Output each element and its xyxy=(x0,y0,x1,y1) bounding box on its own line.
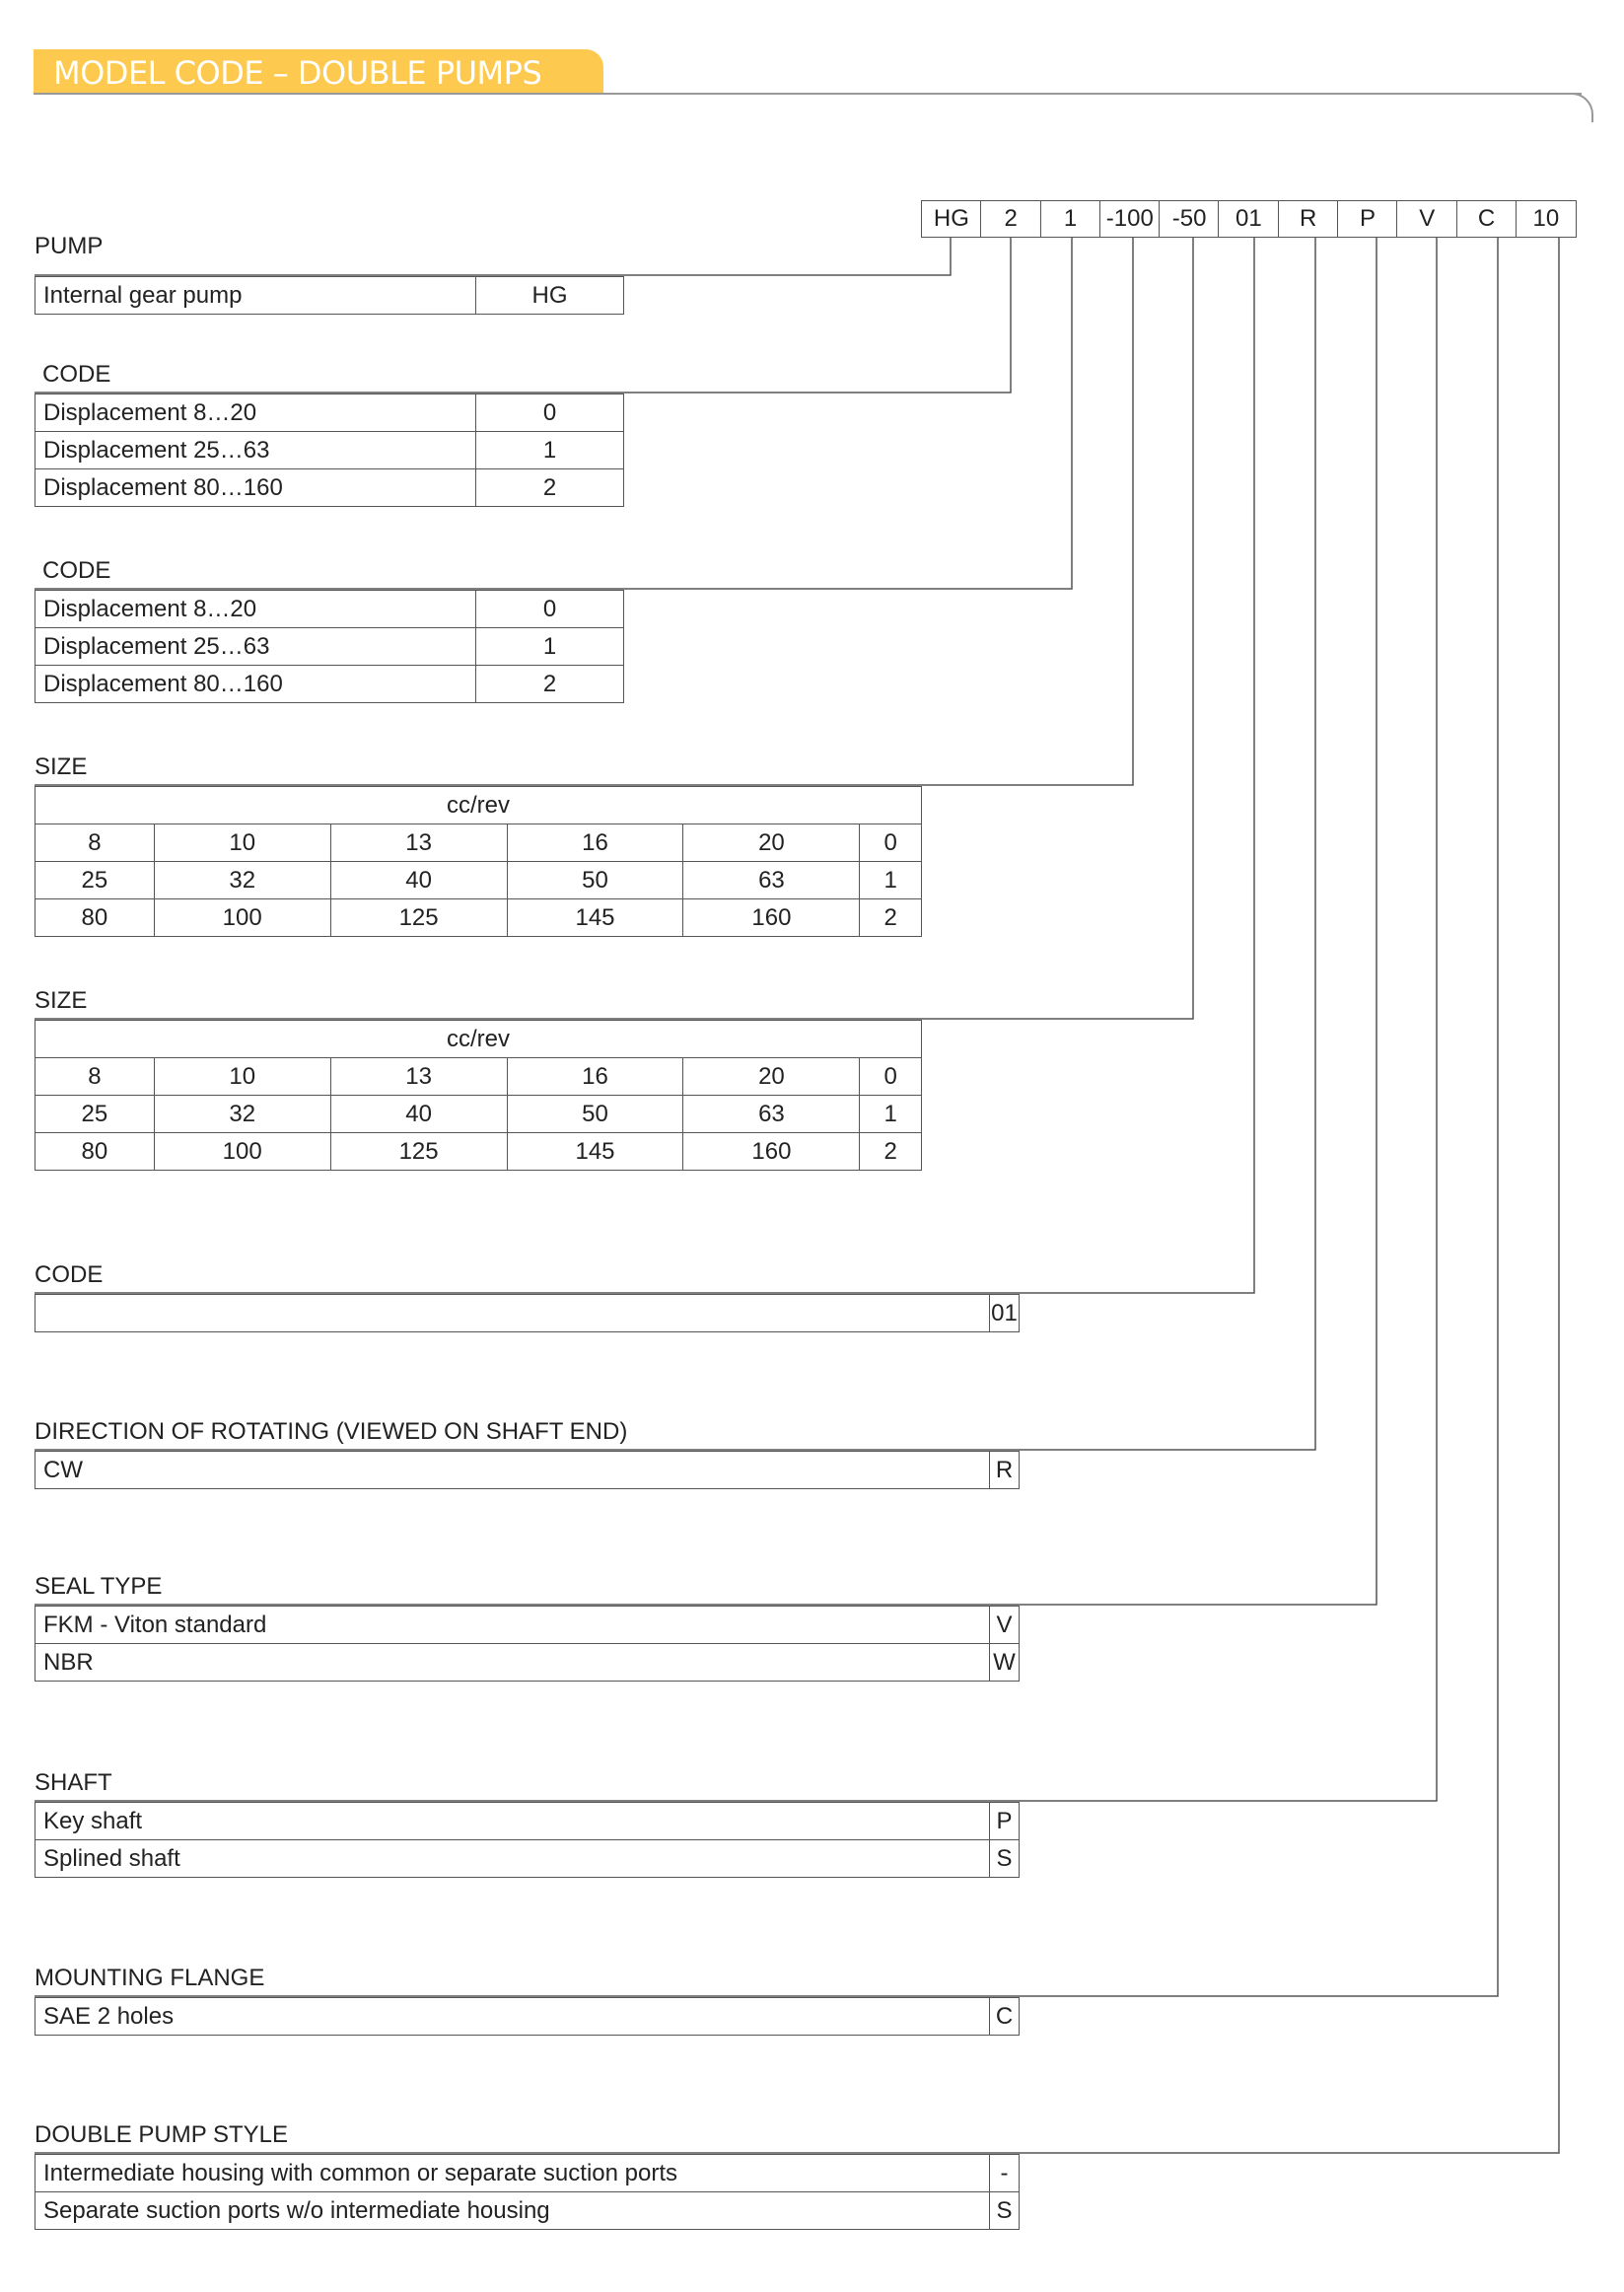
row-code: C xyxy=(990,1998,1020,2036)
size-code: 0 xyxy=(860,1058,922,1096)
model-code-bar xyxy=(921,200,1575,238)
size-cell: 10 xyxy=(154,824,330,862)
table-row xyxy=(35,1644,1020,1682)
unit-header: cc/rev xyxy=(35,1021,922,1058)
row-code: V xyxy=(990,1607,1020,1644)
row-desc: Displacement 80…160 xyxy=(35,666,476,703)
code-segment-seal: V xyxy=(1396,200,1457,238)
code-segment-flange: C xyxy=(1456,200,1518,238)
row-desc xyxy=(35,1295,990,1332)
size-cell: 8 xyxy=(35,1058,155,1096)
table-row xyxy=(35,277,624,315)
code-segment-size1: -100 xyxy=(1099,200,1161,238)
row-desc: Displacement 25…63 xyxy=(35,628,476,666)
table-row xyxy=(35,1452,1020,1489)
code3-table xyxy=(35,1294,1020,1332)
table-row xyxy=(35,1998,1020,2036)
row-desc: Key shaft xyxy=(35,1803,990,1840)
size-cell: 145 xyxy=(507,899,683,937)
table-row xyxy=(35,1803,1020,1840)
code-segment-size2: -50 xyxy=(1159,200,1220,238)
size-cell: 40 xyxy=(330,862,507,899)
shaft-table xyxy=(35,1802,1020,1878)
table-row xyxy=(35,899,922,937)
size-cell: 32 xyxy=(154,862,330,899)
size-cell: 100 xyxy=(154,899,330,937)
rotation-table xyxy=(35,1451,1020,1489)
table-row xyxy=(35,824,922,862)
row-desc: Intermediate housing with common or separate suction ports xyxy=(35,2155,990,2192)
section-title-rotation: DIRECTION OF ROTATING (VIEWED ON SHAFT END) xyxy=(35,1418,628,1445)
row-code: P xyxy=(990,1803,1020,1840)
row-code: S xyxy=(990,1840,1020,1878)
unit-header: cc/rev xyxy=(35,787,922,824)
size-cell: 63 xyxy=(683,862,860,899)
size-cell: 100 xyxy=(154,1133,330,1171)
seal-table xyxy=(35,1606,1020,1682)
size-cell: 145 xyxy=(507,1133,683,1171)
table-row xyxy=(35,862,922,899)
row-code: S xyxy=(990,2192,1020,2230)
size-code: 2 xyxy=(860,1133,922,1171)
row-code: 2 xyxy=(476,469,624,507)
size-cell: 125 xyxy=(330,899,507,937)
row-desc: Displacement 80…160 xyxy=(35,469,476,507)
section-title-flange: MOUNTING FLANGE xyxy=(35,1965,265,1991)
code-segment-shaft: P xyxy=(1337,200,1398,238)
row-code: 0 xyxy=(476,591,624,628)
size-cell: 32 xyxy=(154,1096,330,1133)
size-cell: 50 xyxy=(507,1096,683,1133)
table-row xyxy=(35,2155,1020,2192)
row-desc: Separate suction ports w/o intermediate housing xyxy=(35,2192,990,2230)
row-code: 01 xyxy=(990,1295,1020,1332)
row-code: 2 xyxy=(476,666,624,703)
code-segment-code2: 1 xyxy=(1040,200,1101,238)
size-cell: 16 xyxy=(507,824,683,862)
table-row xyxy=(35,432,624,469)
size-cell: 63 xyxy=(683,1096,860,1133)
row-desc: NBR xyxy=(35,1644,990,1682)
size-code: 2 xyxy=(860,899,922,937)
section-title-code3: CODE xyxy=(35,1261,104,1288)
row-desc: Internal gear pump xyxy=(35,277,476,315)
style-table xyxy=(35,2154,1020,2230)
size-cell: 13 xyxy=(330,824,507,862)
connector-pump xyxy=(35,238,951,275)
row-desc: FKM - Viton standard xyxy=(35,1607,990,1644)
size-cell: 25 xyxy=(35,1096,155,1133)
row-code: 0 xyxy=(476,394,624,432)
section-title-size2: SIZE xyxy=(35,987,88,1014)
code1-table xyxy=(35,394,624,507)
row-desc: Displacement 8…20 xyxy=(35,394,476,432)
table-row xyxy=(35,1133,922,1171)
size-cell: 10 xyxy=(154,1058,330,1096)
row-code: - xyxy=(990,2155,1020,2192)
size-cell: 16 xyxy=(507,1058,683,1096)
size-cell: 160 xyxy=(683,1133,860,1171)
code-segment-rotation: R xyxy=(1278,200,1339,238)
section-title-style: DOUBLE PUMP STYLE xyxy=(35,2121,288,2148)
size-cell: 125 xyxy=(330,1133,507,1171)
table-row xyxy=(35,591,624,628)
table-header-row xyxy=(35,787,922,824)
size-code: 0 xyxy=(860,824,922,862)
row-code: W xyxy=(990,1644,1020,1682)
size-cell: 20 xyxy=(683,824,860,862)
table-row xyxy=(35,469,624,507)
row-desc: Splined shaft xyxy=(35,1840,990,1878)
row-desc: SAE 2 holes xyxy=(35,1998,990,2036)
row-code: 1 xyxy=(476,432,624,469)
section-title-code1: CODE xyxy=(42,361,111,388)
table-row xyxy=(35,1840,1020,1878)
size-cell: 80 xyxy=(35,1133,155,1171)
code-segment-code1: 2 xyxy=(980,200,1041,238)
section-title-seal: SEAL TYPE xyxy=(35,1573,163,1600)
size-cell: 40 xyxy=(330,1096,507,1133)
size-cell: 25 xyxy=(35,862,155,899)
table-header-row xyxy=(35,1021,922,1058)
section-title-pump: PUMP xyxy=(35,233,104,259)
page-title: MODEL CODE – DOUBLE PUMPS xyxy=(53,54,542,92)
table-row xyxy=(35,1058,922,1096)
connector-code1 xyxy=(35,238,1011,393)
size-cell: 13 xyxy=(330,1058,507,1096)
section-title-shaft: SHAFT xyxy=(35,1769,112,1796)
table-row xyxy=(35,2192,1020,2230)
size-cell: 20 xyxy=(683,1058,860,1096)
code-segment-code3: 01 xyxy=(1218,200,1279,238)
size-code: 1 xyxy=(860,1096,922,1133)
section-title-code2: CODE xyxy=(42,557,111,584)
size-cell: 80 xyxy=(35,899,155,937)
table-row xyxy=(35,1096,922,1133)
row-code: R xyxy=(990,1452,1020,1489)
section-title-size1: SIZE xyxy=(35,753,88,780)
size-cell: 50 xyxy=(507,862,683,899)
table-row xyxy=(35,628,624,666)
code-segment-pump: HG xyxy=(921,200,982,238)
size1-table xyxy=(35,786,922,937)
code-segment-style: 10 xyxy=(1516,200,1577,238)
size-code: 1 xyxy=(860,862,922,899)
table-row xyxy=(35,1607,1020,1644)
row-desc: Displacement 25…63 xyxy=(35,432,476,469)
table-row xyxy=(35,394,624,432)
row-code: 1 xyxy=(476,628,624,666)
table-row xyxy=(35,1295,1020,1332)
pump-table xyxy=(35,276,624,315)
size2-table xyxy=(35,1020,922,1171)
size-cell: 160 xyxy=(683,899,860,937)
table-row xyxy=(35,666,624,703)
row-desc: Displacement 8…20 xyxy=(35,591,476,628)
row-desc: CW xyxy=(35,1452,990,1489)
row-code: HG xyxy=(476,277,624,315)
flange-table xyxy=(35,1997,1020,2036)
code2-table xyxy=(35,590,624,703)
size-cell: 8 xyxy=(35,824,155,862)
